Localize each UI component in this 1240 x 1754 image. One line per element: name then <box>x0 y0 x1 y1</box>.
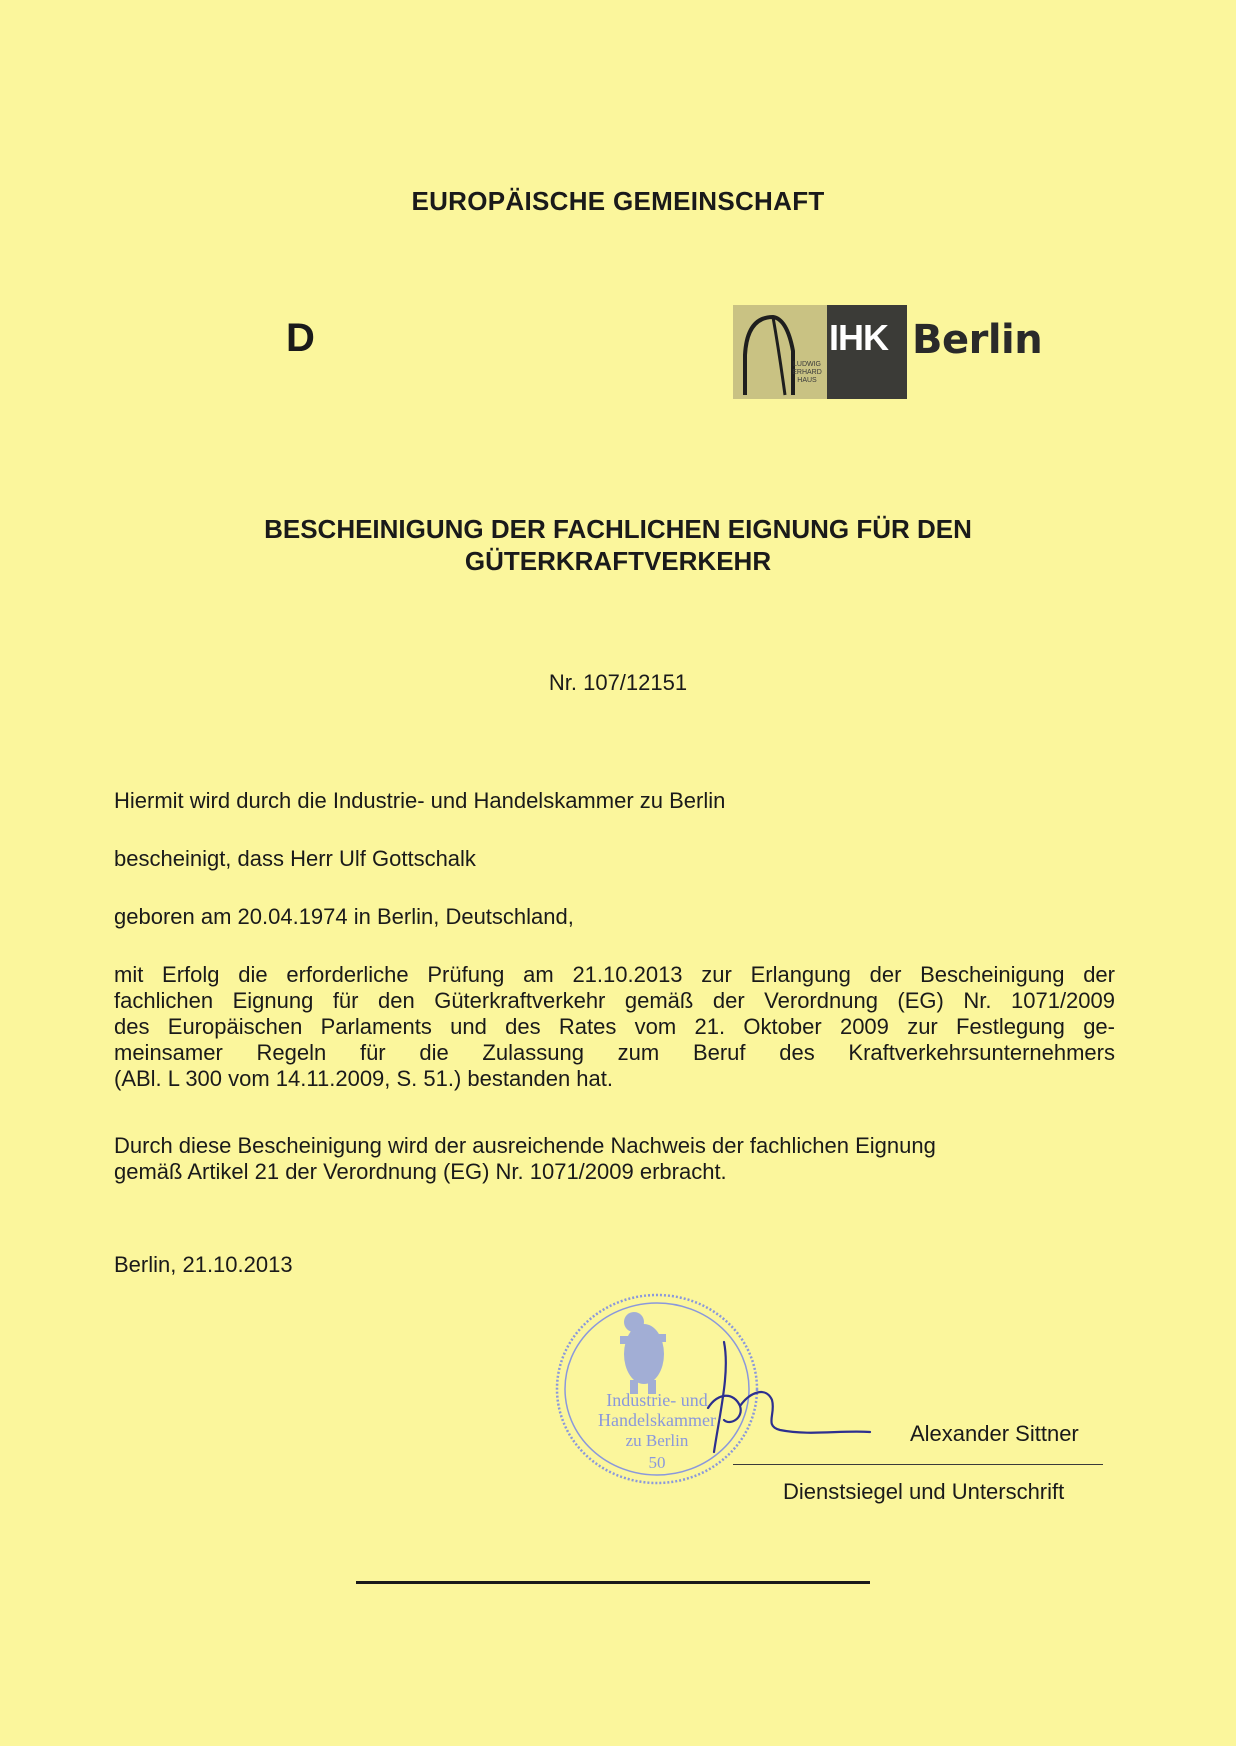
exam-line: fachlichen Eignung für den Güterkraftverkehr gemäß der Verordnung (EG) Nr. 1071/2009 <box>114 988 1115 1013</box>
exam-line: meinsamer Regeln für die Zulassung zum Beruf des Kraftverkehrsunternehmers <box>114 1040 1115 1065</box>
logo-haus-text: LUDWIG ERHARD HAUS <box>792 361 822 384</box>
birth-details: geboren am 20.04.1974 in Berlin, Deutschland, <box>114 904 574 929</box>
berlin-bear-icon <box>620 1312 666 1394</box>
logo-city-text: Berlin <box>912 317 1043 363</box>
stamp-line-3: zu Berlin <box>625 1431 689 1450</box>
header-union: EUROPÄISCHE GEMEINSCHAFT <box>411 186 825 216</box>
exam-paragraph <box>114 962 1115 1092</box>
proof-line: Durch diese Bescheinigung wird der ausreichende Nachweis der fachlichen Eignung <box>114 1133 936 1158</box>
signer-name: Alexander Sittner <box>910 1421 1079 1446</box>
place-date: Berlin, 21.10.2013 <box>114 1252 293 1277</box>
exam-line: des Europäischen Parlaments und des Rates vom 21. Oktober 2009 zur Festlegung ge- <box>114 1014 1115 1039</box>
certified-person: bescheinigt, dass Herr Ulf Gottschalk <box>114 846 476 871</box>
title-line-1: BESCHEINIGUNG DER FACHLICHEN EIGNUNG FÜR DEN <box>264 514 972 544</box>
logo-ihk-text: IHK <box>829 317 888 358</box>
exam-line: (ABl. L 300 vom 14.11.2009, S. 51.) bestanden hat. <box>114 1066 613 1091</box>
handwritten-signature <box>690 1322 880 1472</box>
proof-paragraph <box>114 1133 936 1185</box>
ihk-berlin-logo <box>733 305 1043 399</box>
paper-edge-bottom <box>0 1746 1240 1754</box>
paper-edge-right <box>1236 0 1240 1754</box>
signature-caption: Dienstsiegel und Unterschrift <box>783 1479 1065 1504</box>
country-code: D <box>286 316 315 360</box>
issuer-statement: Hiermit wird durch die Industrie- und Handelskammer zu Berlin <box>114 788 726 813</box>
document-title <box>0 513 1236 577</box>
stamp-number: 50 <box>648 1453 666 1472</box>
title-line-2: GÜTERKRAFTVERKEHR <box>464 546 772 576</box>
certificate-number: Nr. 107/12151 <box>548 670 688 695</box>
bottom-rule <box>356 1581 870 1584</box>
stamp-line-1: Industrie- und <box>606 1390 708 1410</box>
logo-arch-panel <box>733 305 827 399</box>
signature-line <box>733 1464 1103 1465</box>
exam-line: mit Erfolg die erforderliche Prüfung am 21.10.2013 zur Erlangung der Bescheinigung der <box>114 962 1115 987</box>
proof-line: gemäß Artikel 21 der Verordnung (EG) Nr. 1071/2009 erbracht. <box>114 1159 727 1184</box>
stamp-line-2: Handelskammer <box>598 1410 716 1430</box>
